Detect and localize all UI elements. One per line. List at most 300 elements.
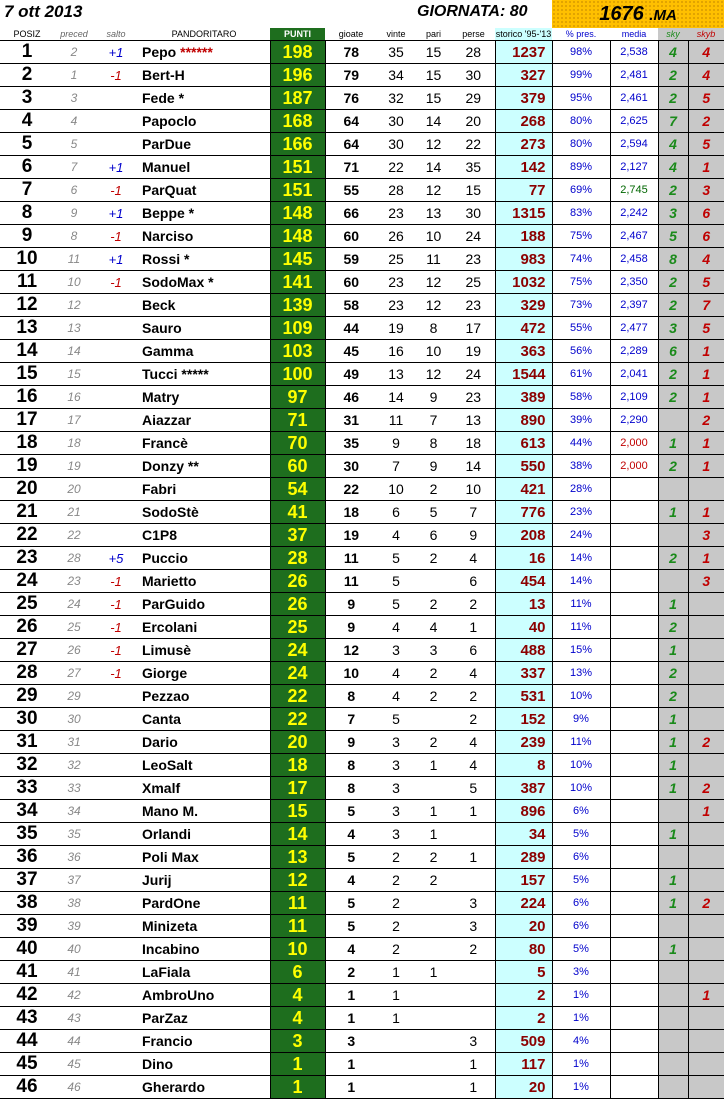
sky-cell xyxy=(658,478,688,501)
losses-cell: 2 xyxy=(452,685,495,708)
table-row[interactable] xyxy=(0,823,724,846)
historic-cell: 157 xyxy=(495,869,552,892)
skyb-cell xyxy=(688,1053,724,1076)
table-row[interactable] xyxy=(0,432,724,455)
previous-position-cell: 15 xyxy=(54,363,94,386)
average-cell xyxy=(610,662,658,685)
col-perse[interactable]: perse xyxy=(452,28,495,41)
jump-cell xyxy=(94,708,138,731)
wins-cell: 28 xyxy=(377,179,415,202)
table-row[interactable] xyxy=(0,317,724,340)
jump-cell xyxy=(94,846,138,869)
jump-cell xyxy=(94,524,138,547)
sky-cell: 3 xyxy=(658,317,688,340)
games-cell: 58 xyxy=(325,294,377,317)
position-cell: 2 xyxy=(0,64,54,87)
losses-cell: 24 xyxy=(452,363,495,386)
col-pari[interactable]: pari xyxy=(415,28,452,41)
skyb-cell: 1 xyxy=(688,800,724,823)
previous-position-cell: 44 xyxy=(54,1030,94,1053)
col-preced[interactable]: preced xyxy=(54,28,94,41)
player-name-cell xyxy=(138,708,270,731)
table-row[interactable] xyxy=(0,800,724,823)
historic-cell: 1315 xyxy=(495,202,552,225)
player-name-cell xyxy=(138,156,270,179)
wins-cell: 6 xyxy=(377,501,415,524)
player-name-cell xyxy=(138,547,270,570)
table-row[interactable] xyxy=(0,1030,724,1053)
position-cell: 15 xyxy=(0,363,54,386)
games-cell: 18 xyxy=(325,501,377,524)
table-row[interactable] xyxy=(0,708,724,731)
table-row[interactable] xyxy=(0,501,724,524)
player-name-cell xyxy=(138,777,270,800)
wins-cell: 3 xyxy=(377,777,415,800)
draws-cell: 12 xyxy=(415,271,452,294)
wins-cell: 3 xyxy=(377,754,415,777)
jump-cell xyxy=(94,87,138,110)
average-cell: 2,538 xyxy=(610,41,658,64)
position-cell: 23 xyxy=(0,547,54,570)
jump-cell xyxy=(94,800,138,823)
previous-position-cell: 3 xyxy=(54,87,94,110)
skyb-cell: 2 xyxy=(688,777,724,800)
player-name: Minizeta xyxy=(142,918,198,934)
position-cell: 11 xyxy=(0,271,54,294)
draws-cell xyxy=(415,892,452,915)
table-row[interactable] xyxy=(0,616,724,639)
points-cell: 4 xyxy=(270,984,325,1007)
draws-cell: 8 xyxy=(415,317,452,340)
player-name-cell xyxy=(138,294,270,317)
points-cell: 139 xyxy=(270,294,325,317)
presence-cell: 5% xyxy=(552,869,610,892)
sky-cell: 1 xyxy=(658,869,688,892)
presence-cell: 5% xyxy=(552,823,610,846)
points-cell: 97 xyxy=(270,386,325,409)
table-row[interactable] xyxy=(0,547,724,570)
wins-cell: 2 xyxy=(377,938,415,961)
table-row[interactable] xyxy=(0,1076,724,1099)
historic-cell: 1237 xyxy=(495,41,552,64)
historic-cell: 472 xyxy=(495,317,552,340)
table-row[interactable] xyxy=(0,731,724,754)
historic-cell: 329 xyxy=(495,294,552,317)
draws-cell: 3 xyxy=(415,639,452,662)
presence-cell: 98% xyxy=(552,41,610,64)
position-cell: 29 xyxy=(0,685,54,708)
table-row[interactable] xyxy=(0,938,724,961)
previous-position-cell: 13 xyxy=(54,317,94,340)
losses-cell xyxy=(452,961,495,984)
table-row[interactable] xyxy=(0,869,724,892)
losses-cell xyxy=(452,823,495,846)
position-cell: 39 xyxy=(0,915,54,938)
player-name: Dino xyxy=(142,1056,174,1072)
player-name-cell xyxy=(138,731,270,754)
average-cell: 2,477 xyxy=(610,317,658,340)
skyb-cell xyxy=(688,915,724,938)
table-row[interactable] xyxy=(0,41,724,64)
sky-cell xyxy=(658,846,688,869)
table-row[interactable] xyxy=(0,133,724,156)
losses-cell: 4 xyxy=(452,547,495,570)
historic-cell: 188 xyxy=(495,225,552,248)
player-name: Incabino xyxy=(142,941,200,957)
points-cell: 20 xyxy=(270,731,325,754)
points-cell: 25 xyxy=(270,616,325,639)
losses-cell: 15 xyxy=(452,179,495,202)
position-cell: 19 xyxy=(0,455,54,478)
average-cell xyxy=(610,961,658,984)
presence-cell: 15% xyxy=(552,639,610,662)
losses-cell: 1 xyxy=(452,846,495,869)
table-row[interactable] xyxy=(0,524,724,547)
player-name: Beppe * xyxy=(142,205,195,221)
games-cell: 11 xyxy=(325,547,377,570)
skyb-cell: 2 xyxy=(688,731,724,754)
table-row[interactable] xyxy=(0,225,724,248)
wins-cell: 3 xyxy=(377,823,415,846)
games-cell: 4 xyxy=(325,869,377,892)
player-name: Fede * xyxy=(142,90,185,106)
games-cell: 66 xyxy=(325,202,377,225)
table-row[interactable] xyxy=(0,64,724,87)
average-cell xyxy=(610,708,658,731)
skyb-cell xyxy=(688,616,724,639)
table-row[interactable] xyxy=(0,777,724,800)
position-cell: 27 xyxy=(0,639,54,662)
skyb-cell xyxy=(688,961,724,984)
jump-cell xyxy=(94,294,138,317)
wins-cell: 10 xyxy=(377,478,415,501)
table-row[interactable] xyxy=(0,87,724,110)
player-name: Limusè xyxy=(142,642,192,658)
draws-cell: 2 xyxy=(415,869,452,892)
jump-cell xyxy=(94,409,138,432)
losses-cell: 23 xyxy=(452,386,495,409)
table-row[interactable] xyxy=(0,961,724,984)
historic-cell: 1544 xyxy=(495,363,552,386)
draws-cell: 2 xyxy=(415,662,452,685)
presence-cell: 58% xyxy=(552,386,610,409)
table-row[interactable] xyxy=(0,915,724,938)
position-cell: 21 xyxy=(0,501,54,524)
wins-cell: 23 xyxy=(377,294,415,317)
average-cell xyxy=(610,593,658,616)
sky-cell: 2 xyxy=(658,271,688,294)
average-cell xyxy=(610,1007,658,1030)
games-cell: 8 xyxy=(325,754,377,777)
previous-position-cell: 16 xyxy=(54,386,94,409)
wins-cell xyxy=(377,1076,415,1099)
games-cell: 5 xyxy=(325,800,377,823)
position-cell: 40 xyxy=(0,938,54,961)
table-row[interactable] xyxy=(0,570,724,593)
points-cell: 60 xyxy=(270,455,325,478)
col-salto[interactable]: salto xyxy=(94,28,138,41)
col-punti[interactable]: PUNTI xyxy=(270,28,325,41)
col-pres[interactable]: % pres. xyxy=(552,28,610,41)
points-cell: 37 xyxy=(270,524,325,547)
games-cell: 44 xyxy=(325,317,377,340)
presence-cell: 38% xyxy=(552,455,610,478)
table-row[interactable] xyxy=(0,846,724,869)
historic-cell: 8 xyxy=(495,754,552,777)
points-cell: 71 xyxy=(270,409,325,432)
sky-cell xyxy=(658,984,688,1007)
table-row[interactable] xyxy=(0,1007,724,1030)
games-cell: 9 xyxy=(325,616,377,639)
sky-cell: 1 xyxy=(658,593,688,616)
table-row[interactable] xyxy=(0,179,724,202)
average-cell: 2,467 xyxy=(610,225,658,248)
jump-cell xyxy=(94,1076,138,1099)
average-cell: 2,594 xyxy=(610,133,658,156)
draws-cell: 12 xyxy=(415,179,452,202)
player-name-cell xyxy=(138,1053,270,1076)
historic-cell: 363 xyxy=(495,340,552,363)
losses-cell: 28 xyxy=(452,41,495,64)
games-cell: 1 xyxy=(325,1053,377,1076)
draws-cell xyxy=(415,570,452,593)
player-name-cell xyxy=(138,616,270,639)
ma-value: 1676 xyxy=(599,3,644,25)
player-name: Puccio xyxy=(142,550,188,566)
presence-cell: 11% xyxy=(552,616,610,639)
col-name[interactable]: PANDORITARO xyxy=(138,28,270,41)
average-cell: 2,481 xyxy=(610,64,658,87)
historic-cell: 387 xyxy=(495,777,552,800)
draws-cell: 7 xyxy=(415,409,452,432)
col-sky[interactable]: sky xyxy=(658,28,688,41)
historic-cell: 273 xyxy=(495,133,552,156)
position-cell: 30 xyxy=(0,708,54,731)
games-cell: 4 xyxy=(325,823,377,846)
player-name: Poli Max xyxy=(142,849,199,865)
historic-cell: 488 xyxy=(495,639,552,662)
player-name: ParDue xyxy=(142,136,192,152)
player-name: Dario xyxy=(142,734,178,750)
previous-position-cell: 33 xyxy=(54,777,94,800)
player-name-cell xyxy=(138,823,270,846)
table-row[interactable] xyxy=(0,386,724,409)
points-cell: 151 xyxy=(270,156,325,179)
player-name: Pepo xyxy=(142,44,177,60)
position-cell: 8 xyxy=(0,202,54,225)
sky-cell xyxy=(658,409,688,432)
player-name-cell xyxy=(138,340,270,363)
jump-cell: -1 xyxy=(94,639,138,662)
position-cell: 43 xyxy=(0,1007,54,1030)
losses-cell: 3 xyxy=(452,1030,495,1053)
wins-cell: 19 xyxy=(377,317,415,340)
position-cell: 16 xyxy=(0,386,54,409)
player-name: Matry xyxy=(142,389,180,405)
jump-cell xyxy=(94,340,138,363)
table-row[interactable] xyxy=(0,662,724,685)
player-name-cell xyxy=(138,800,270,823)
previous-position-cell: 34 xyxy=(54,800,94,823)
table-row[interactable] xyxy=(0,639,724,662)
points-cell: 4 xyxy=(270,1007,325,1030)
table-row[interactable] xyxy=(0,593,724,616)
table-row[interactable] xyxy=(0,248,724,271)
sky-cell: 1 xyxy=(658,938,688,961)
player-name: Rossi * xyxy=(142,251,190,267)
player-name: ParZaz xyxy=(142,1010,188,1026)
player-name-cell xyxy=(138,915,270,938)
table-row[interactable] xyxy=(0,110,724,133)
table-row[interactable] xyxy=(0,340,724,363)
presence-cell: 55% xyxy=(552,317,610,340)
table-row[interactable] xyxy=(0,754,724,777)
position-cell: 9 xyxy=(0,225,54,248)
table-row[interactable] xyxy=(0,455,724,478)
presence-cell: 6% xyxy=(552,892,610,915)
historic-cell: 20 xyxy=(495,915,552,938)
games-cell: 5 xyxy=(325,915,377,938)
ma-unit: .MA xyxy=(649,7,677,24)
player-name: Aiazzar xyxy=(142,412,192,428)
presence-cell: 11% xyxy=(552,593,610,616)
col-skyb[interactable]: skyb xyxy=(688,28,724,41)
previous-position-cell: 20 xyxy=(54,478,94,501)
previous-position-cell: 5 xyxy=(54,133,94,156)
games-cell: 64 xyxy=(325,110,377,133)
skyb-cell: 6 xyxy=(688,225,724,248)
previous-position-cell: 14 xyxy=(54,340,94,363)
presence-cell: 10% xyxy=(552,754,610,777)
presence-cell: 24% xyxy=(552,524,610,547)
historic-cell: 389 xyxy=(495,386,552,409)
player-name-cell xyxy=(138,110,270,133)
col-media[interactable]: media xyxy=(610,28,658,41)
position-cell: 28 xyxy=(0,662,54,685)
presence-cell: 1% xyxy=(552,1007,610,1030)
table-row[interactable] xyxy=(0,1053,724,1076)
wins-cell: 5 xyxy=(377,708,415,731)
average-cell xyxy=(610,823,658,846)
draws-cell: 2 xyxy=(415,685,452,708)
col-storico[interactable]: storico '95-'13 xyxy=(495,29,552,39)
losses-cell: 1 xyxy=(452,1076,495,1099)
games-cell: 22 xyxy=(325,478,377,501)
position-cell: 24 xyxy=(0,570,54,593)
player-name-cell xyxy=(138,225,270,248)
draws-cell: 14 xyxy=(415,156,452,179)
draws-cell: 13 xyxy=(415,202,452,225)
draws-cell: 2 xyxy=(415,593,452,616)
presence-cell: 80% xyxy=(552,110,610,133)
table-row[interactable] xyxy=(0,478,724,501)
historic-cell: 77 xyxy=(495,179,552,202)
presence-cell: 44% xyxy=(552,432,610,455)
table-row[interactable] xyxy=(0,271,724,294)
skyb-cell: 1 xyxy=(688,363,724,386)
table-row[interactable] xyxy=(0,202,724,225)
player-name: C1P8 xyxy=(142,527,178,543)
sky-cell: 1 xyxy=(658,639,688,662)
previous-position-cell: 23 xyxy=(54,570,94,593)
draws-cell: 1 xyxy=(415,800,452,823)
sky-cell: 2 xyxy=(658,685,688,708)
games-cell: 9 xyxy=(325,731,377,754)
player-name-cell xyxy=(138,1030,270,1053)
losses-cell: 6 xyxy=(452,570,495,593)
player-name-cell xyxy=(138,685,270,708)
sky-cell: 2 xyxy=(658,64,688,87)
col-giocate[interactable]: gioate xyxy=(325,28,377,41)
previous-position-cell: 4 xyxy=(54,110,94,133)
average-cell xyxy=(610,777,658,800)
table-row[interactable] xyxy=(0,892,724,915)
skyb-cell: 2 xyxy=(688,409,724,432)
jump-cell: -1 xyxy=(94,271,138,294)
historic-cell: 509 xyxy=(495,1030,552,1053)
jump-cell: +5 xyxy=(94,547,138,570)
jump-cell xyxy=(94,317,138,340)
historic-cell: 613 xyxy=(495,432,552,455)
presence-cell: 13% xyxy=(552,662,610,685)
presence-cell: 14% xyxy=(552,547,610,570)
player-name: Gherardo xyxy=(142,1079,206,1095)
player-name-cell xyxy=(138,455,270,478)
skyb-cell: 7 xyxy=(688,294,724,317)
player-name-cell xyxy=(138,984,270,1007)
table-row[interactable] xyxy=(0,363,724,386)
previous-position-cell: 29 xyxy=(54,685,94,708)
skyb-cell: 4 xyxy=(688,41,724,64)
average-cell: 2,109 xyxy=(610,386,658,409)
player-name-cell xyxy=(138,961,270,984)
jump-cell xyxy=(94,432,138,455)
points-cell: 26 xyxy=(270,570,325,593)
table-row[interactable] xyxy=(0,685,724,708)
table-row[interactable] xyxy=(0,156,724,179)
presence-cell: 6% xyxy=(552,915,610,938)
historic-cell: 268 xyxy=(495,110,552,133)
table-row[interactable] xyxy=(0,984,724,1007)
player-name-cell xyxy=(138,409,270,432)
sky-cell xyxy=(658,800,688,823)
wins-cell xyxy=(377,1030,415,1053)
position-cell: 36 xyxy=(0,846,54,869)
points-cell: 26 xyxy=(270,593,325,616)
col-vinte[interactable]: vinte xyxy=(377,28,415,41)
games-cell: 60 xyxy=(325,225,377,248)
wins-cell: 1 xyxy=(377,984,415,1007)
draws-cell: 15 xyxy=(415,41,452,64)
points-cell: 103 xyxy=(270,340,325,363)
player-name: Orlandi xyxy=(142,826,192,842)
skyb-cell: 2 xyxy=(688,892,724,915)
col-posiz[interactable]: POSIZ xyxy=(0,28,54,41)
sky-cell: 3 xyxy=(658,202,688,225)
draws-cell xyxy=(415,1030,452,1053)
points-cell: 100 xyxy=(270,363,325,386)
position-cell: 22 xyxy=(0,524,54,547)
games-cell: 45 xyxy=(325,340,377,363)
losses-cell xyxy=(452,869,495,892)
jump-cell xyxy=(94,455,138,478)
sky-cell: 1 xyxy=(658,708,688,731)
player-name: Bert-H xyxy=(142,67,185,83)
table-row[interactable] xyxy=(0,409,724,432)
table-row[interactable] xyxy=(0,294,724,317)
previous-position-cell: 19 xyxy=(54,455,94,478)
points-cell: 54 xyxy=(270,478,325,501)
